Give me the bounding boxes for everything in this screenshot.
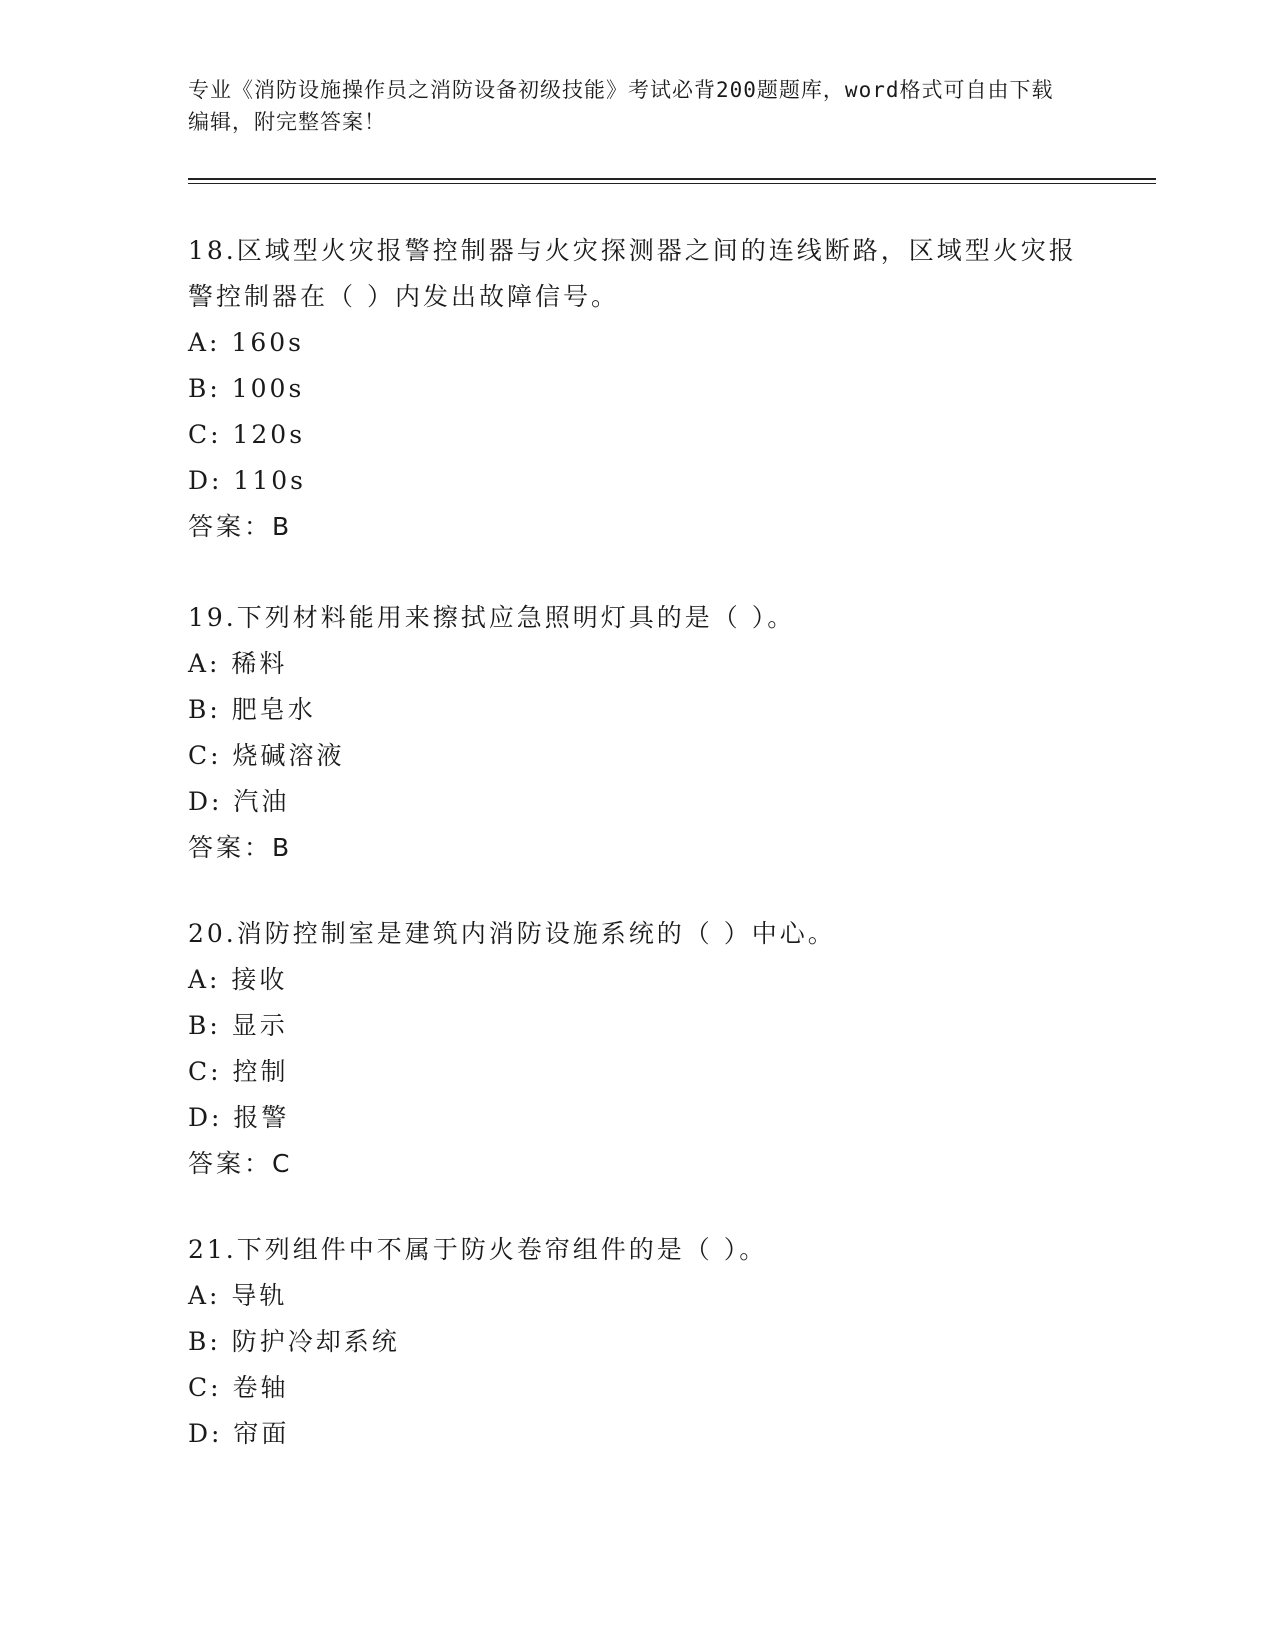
option-b: B: 防护冷却系统 bbox=[188, 1327, 400, 1356]
question-stem: 18.区域型火灾报警控制器与火灾探测器之间的连线断路，区域型火灾报警控制器在（ ）内发出故障信号。 bbox=[188, 236, 1077, 311]
answer: 答案：B bbox=[188, 833, 293, 862]
answer: 答案：B bbox=[188, 512, 293, 541]
option-d: D: 帘面 bbox=[188, 1419, 290, 1448]
header-divider-thin bbox=[188, 183, 1156, 184]
question-19 bbox=[188, 595, 1088, 871]
option-b: B: 100s bbox=[188, 374, 305, 403]
option-b: B: 显示 bbox=[188, 1011, 288, 1040]
option-c: C: 烧碱溶液 bbox=[188, 741, 345, 770]
option-d: D: 报警 bbox=[188, 1103, 290, 1132]
question-stem: 21.下列组件中不属于防火卷帘组件的是（ ）。 bbox=[188, 1235, 768, 1264]
option-a: A: 导轨 bbox=[188, 1281, 288, 1310]
option-a: A: 接收 bbox=[188, 965, 288, 994]
question-stem: 19.下列材料能用来擦拭应急照明灯具的是（ ）。 bbox=[188, 603, 796, 632]
header-divider-thick bbox=[188, 178, 1156, 180]
question-stem: 20.消防控制室是建筑内消防设施系统的（ ）中心。 bbox=[188, 919, 836, 948]
question-21 bbox=[188, 1227, 1088, 1457]
answer: 答案：C bbox=[188, 1149, 293, 1178]
option-c: C: 卷轴 bbox=[188, 1373, 289, 1402]
option-b: B: 肥皂水 bbox=[188, 695, 316, 724]
option-a: A: 160s bbox=[188, 328, 304, 357]
option-d: D: 汽油 bbox=[188, 787, 290, 816]
header-title: 专业《消防设施操作员之消防设备初级技能》考试必背200题题库，word格式可自由下载编辑，附完整答案！ bbox=[188, 78, 1054, 134]
option-c: C: 120s bbox=[188, 420, 306, 449]
option-d: D: 110s bbox=[188, 466, 306, 495]
option-c: C: 控制 bbox=[188, 1057, 289, 1086]
question-18 bbox=[188, 228, 1088, 550]
question-20 bbox=[188, 911, 1088, 1187]
option-a: A: 稀料 bbox=[188, 649, 288, 678]
